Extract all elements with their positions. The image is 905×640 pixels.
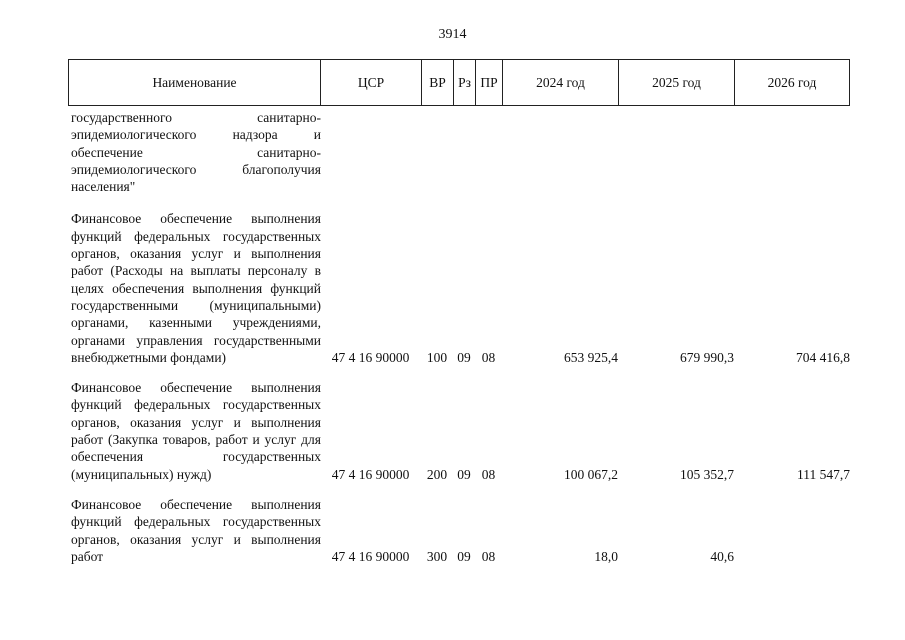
header-2026: 2026 год <box>767 75 817 90</box>
table-row <box>68 109 850 195</box>
row-name: государственного санитарно-эпидемиологического надзора и обеспечение санитарно-эпидемиологического благополучия населения" <box>71 110 321 195</box>
table-body <box>68 109 850 578</box>
header-rz: Рз <box>454 60 476 105</box>
row-name: Финансовое обеспечение выполнения функций федеральных государственных органов, оказания услуг и выполнения работ (Закупка товаров, работ и услуг для обеспечения государственных (муниципальных) нужд) <box>71 380 321 482</box>
row-2026: 704 416,8 <box>796 349 850 365</box>
table-row <box>68 379 850 483</box>
row-pr: 08 <box>481 548 496 564</box>
table-header <box>68 59 850 106</box>
row-2025: 679 990,3 <box>680 349 734 365</box>
header-csr: ЦСР <box>321 60 422 105</box>
row-csr: 47 4 16 90000 <box>331 466 410 482</box>
row-vr: 200 <box>426 466 448 482</box>
row-pr: 08 <box>481 466 496 482</box>
row-2025: 40,6 <box>710 548 734 564</box>
header-2024: 2024 год <box>503 60 619 105</box>
table-row <box>68 210 850 366</box>
row-name: Финансовое обеспечение выполнения функций федеральных государственных органов, оказания услуг и выполнения работ (Расходы на выплаты персоналу в целях обеспечения выполнения функций государственными (муниципальными) органами, казенными учреждениями, органами управления государственными внебюджетными фондами) <box>71 211 321 365</box>
row-rz: 09 <box>457 548 471 564</box>
header-2025: 2025 год <box>619 60 735 105</box>
row-2025: 105 352,7 <box>680 466 734 482</box>
row-csr: 47 4 16 90000 <box>331 548 410 564</box>
row-2024: 653 925,4 <box>564 349 618 365</box>
row-2024: 18,0 <box>594 548 618 564</box>
header-pr: ПР <box>476 60 503 105</box>
row-2024: 100 067,2 <box>564 466 618 482</box>
row-vr: 100 <box>426 349 448 365</box>
header-name: Наименование <box>69 60 321 105</box>
row-vr: 300 <box>426 548 448 564</box>
row-2026: 111 547,7 <box>797 466 850 482</box>
row-csr: 47 4 16 90000 <box>331 349 410 365</box>
row-pr: 08 <box>481 349 496 365</box>
row-rz: 09 <box>457 466 471 482</box>
page-number: 3914 <box>438 27 467 42</box>
header-vr: ВР <box>422 60 454 105</box>
table-row <box>68 496 850 565</box>
row-name: Финансовое обеспечение выполнения функций федеральных государственных органов, оказания услуг и выполнения работ <box>71 496 321 564</box>
row-rz: 09 <box>457 349 471 365</box>
